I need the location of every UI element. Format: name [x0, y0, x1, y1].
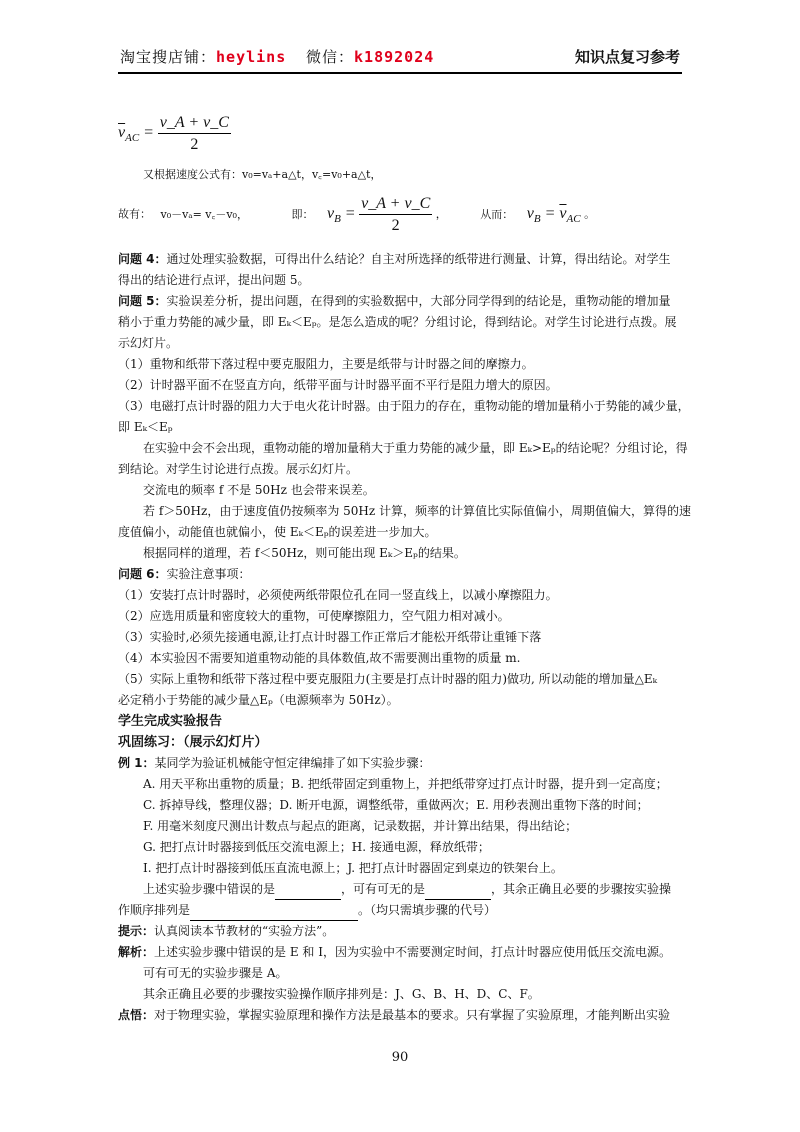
header-left: [120, 46, 434, 67]
header-shop-label: 淘宝搜店铺：: [120, 48, 217, 66]
header-right-title: 知识点复习参考: [574, 48, 680, 66]
page-number: 90: [391, 1050, 409, 1065]
fill-question-part3: ，其余正确且必要的步骤按实验操: [491, 882, 672, 896]
question-5-text: 实验误差分析，提出问题，在得到的实验数据中，大部分同学得到的结论是，重物动能的增加量: [166, 294, 671, 308]
question-6-label: 问题 6：: [118, 567, 167, 581]
paragraph-1: 在实验中会不会出现，重物动能的增加量稍大于重力势能的减少量，即 Eₖ>Eₚ的结论呢？分组讨论，得: [143, 441, 688, 455]
question-5-label: 问题 5：: [118, 294, 167, 308]
formula-vb-fraction: [359, 193, 432, 236]
analysis-label: 解析：: [118, 945, 155, 959]
header-wechat-label: 微信：: [306, 48, 355, 66]
note-item: 必定稍小于势能的减少量△Eₚ（电源频率为 50Hz）。: [118, 693, 399, 707]
step-item: I. 把打点计时器接到低压直流电源上；J. 把打点计时器固定到桌边的铁架台上。: [143, 861, 563, 875]
answer-blank-order: [190, 905, 358, 921]
insight-label: 点悟：: [118, 1008, 155, 1022]
paragraph-3: 若 f＞50Hz，由于速度值仍按频率为 50Hz 计算，频率的计算值比实际值偏小，周期值偏大，算得的速: [143, 504, 692, 518]
therefore-congr: 从而：: [480, 207, 514, 221]
note-item: （5）实际上重物和纸带下落过程中要克服阻力(主要是打点计时器的阻力)做功, 所以动能的增加量△Eₖ: [118, 672, 657, 686]
note-item: （4）本实验因不需要知道重物动能的具体数值,故不需要测出重物的质量 m.: [118, 651, 521, 665]
speed-formula-line: 又根据速度公式有：v₀=vₐ+a△t，v꜀=v₀+a△t，: [143, 168, 382, 181]
fill-question-part4: 作顺序排列是: [118, 903, 191, 917]
formula-vac-lhs-sub: AC: [125, 132, 140, 145]
step-item: G. 把打点计时器接到低压交流电源上；H. 接通电源，释放纸带；: [143, 840, 490, 854]
paragraph-3-line2: 度值偏小，动能值也就偏小，使 Eₖ＜Eₚ的误差进一步加大。: [118, 525, 437, 539]
reason-item: 即 Eₖ＜Eₚ: [118, 420, 173, 434]
paragraph-1-line2: 到结论。对学生讨论进行点拨。展示幻灯片。: [118, 462, 359, 476]
formula-vac-numerator: v_A + v_C: [158, 112, 231, 134]
paragraph-4: 根据同样的道理，若 f＜50Hz，则可能出现 Eₖ＞Eₚ的结果。: [143, 546, 466, 560]
therefore-end: 。: [584, 207, 596, 221]
note-item: （1）安装打点计时器时，必须使两纸带限位孔在同一竖直线上，以减小摩擦阻力。: [118, 588, 558, 602]
insight-text: 对于物理实验，掌握实验原理和操作方法是最基本的要求。只有掌握了实验原理，才能判断出实验: [154, 1008, 671, 1022]
analysis-line3: 其余正确且必要的步骤按实验操作顺序排列是：J、G、B、H、D、C、F。: [143, 987, 540, 1001]
question-6-text: 实验注意事项：: [166, 567, 251, 581]
formula-vac-lhs: $\overline{v}$: [118, 124, 126, 141]
fill-question-line2: [118, 900, 682, 921]
reason-item: （2）计时器平面不在竖直方向，纸带平面与计时器平面不平行是阻力增大的原因。: [118, 378, 558, 392]
fill-question: [118, 879, 682, 900]
formula-vb-denominator: 2: [391, 217, 400, 234]
paragraph-2: 交流电的频率 f 不是 50Hz 也会带来误差。: [143, 483, 375, 497]
question-4-text: 通过处理实验数据，可得出什么结论？自主对所选择的纸带进行测量、计算，得出结论。对学生: [166, 252, 671, 266]
formula-vac-fraction: [158, 112, 231, 155]
formula-vb-numerator: v_A + v_C: [359, 193, 432, 215]
fill-question-part2: ，可有可无的是: [341, 882, 426, 896]
formula-vac2: $\overline{v}$: [559, 204, 567, 222]
analysis-line2: 可有可无的实验步骤是 A。: [143, 966, 288, 980]
formula-vb2: v: [526, 204, 534, 222]
header-wechat-id: k1892024: [354, 48, 435, 66]
fill-question-part5: 。（均只需填步骤的代号）: [358, 903, 497, 917]
step-item: A. 用天平称出重物的质量；B. 把纸带固定到重物上，并把纸带穿过打点计时器，提升到一定高度；: [143, 777, 668, 791]
hint: [118, 921, 682, 942]
question-4: [118, 249, 682, 270]
question-6: [118, 564, 682, 585]
analysis: [118, 942, 682, 963]
document-body: [118, 104, 692, 1026]
analysis-text: 上述实验步骤中错误的是 E 和 I，因为实验中不需要测定时间，打点计时器应使用低压交流电源。: [154, 945, 671, 959]
question-5: [118, 291, 682, 312]
example-1-label: 例 1：: [118, 756, 155, 770]
therefore-equation: v₀－vₐ= v꜀－v₀，: [160, 207, 248, 221]
hint-text: 认真阅读本节教材的“实验方法”。: [154, 924, 335, 938]
formula-vac2-sub: AC: [566, 212, 581, 225]
formula-vb-sub: B: [334, 212, 341, 225]
page-header: [118, 40, 682, 74]
formula-vac-denominator: 2: [190, 136, 199, 153]
heading-practice: 巩固练习：（展示幻灯片）: [118, 735, 268, 750]
therefore-ji: 即：: [291, 207, 314, 221]
answer-blank-wrong: [275, 884, 341, 900]
formula-vac: $\overline{v}_{AC}$ = $\frac{v\_A + v\_C}{2}$: [118, 114, 229, 153]
fill-question-part1: 上述实验步骤中错误的是: [143, 882, 276, 896]
note-item: （2）应选用质量和密度较大的重物，可使摩擦阻力，空气阻力相对减小。: [118, 609, 510, 623]
question-5-line2: 稍小于重力势能的减少量，即 Eₖ＜Eₚ。是怎么造成的呢？分组讨论，得到结论。对学生讨论进行点拨。展: [118, 315, 677, 329]
question-5-line3: 示幻灯片。: [118, 336, 179, 350]
step-item: C. 拆掉导线，整理仪器；D. 断开电源，调整纸带，重做两次；E. 用秒表测出重物下落的时间；: [143, 798, 649, 812]
insight: [118, 1005, 682, 1026]
formula-vb: v: [326, 204, 335, 222]
hint-label: 提示：: [118, 924, 155, 938]
therefore-comma: ，: [435, 207, 447, 221]
formula-vb2-sub: B: [533, 212, 541, 225]
reason-item: （3）电磁打点计时器的阻力大于电火花计时器。由于阻力的存在，重物动能的增加量稍小于势能的减少量，: [118, 399, 690, 413]
example-1-text: 某同学为验证机械能守恒定律编排了如下实验步骤：: [154, 756, 431, 770]
therefore-line: 故有： v₀－vₐ= v꜀－v₀， 即： $v_B$ = $\frac{v\_A + v\_C}{2}$ ， 从而： $v_B = \overline{v}_{AC}$ 。: [118, 195, 596, 234]
step-item: F. 用毫米刻度尺测出计数点与起点的距离，记录数据，并计算出结果，得出结论；: [143, 819, 578, 833]
reason-item: （1）重物和纸带下落过程中要克服阻力，主要是纸带与计时器之间的摩擦力。: [118, 357, 534, 371]
header-shop-name: heylins: [216, 48, 287, 66]
example-1: [118, 753, 682, 774]
note-item: （3）实验时,必须先接通电源,让打点计时器工作正常后才能松开纸带让重锤下落: [118, 630, 542, 644]
answer-blank-optional: [425, 884, 491, 900]
question-4-line2: 得出的结论进行点评，提出问题 5。: [118, 273, 310, 287]
therefore-label: 故有：: [118, 207, 151, 221]
heading-report: 学生完成实验报告: [118, 714, 223, 729]
question-4-label: 问题 4：: [118, 252, 167, 266]
